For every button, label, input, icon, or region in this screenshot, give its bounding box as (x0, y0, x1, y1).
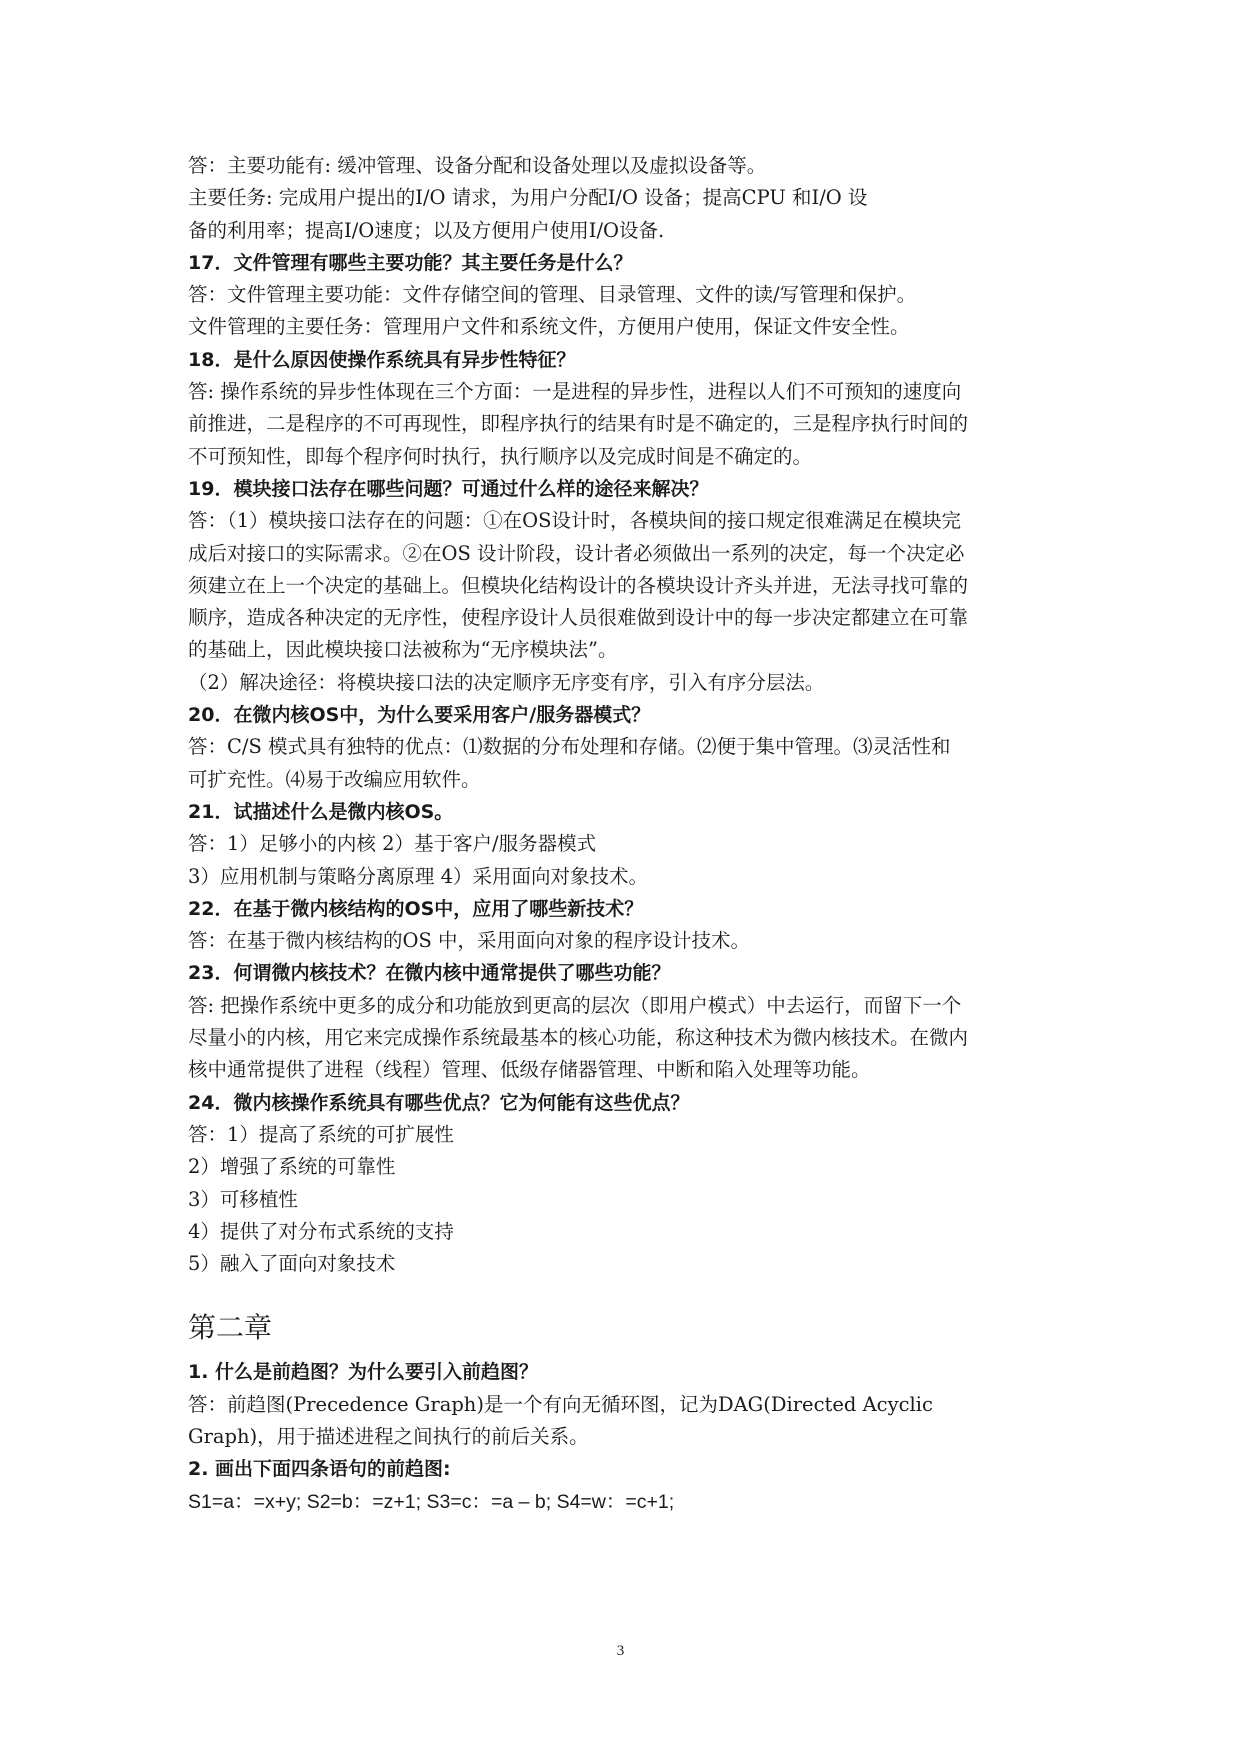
page-number: 3 (616, 1643, 625, 1659)
chapter-heading: 第二章 (188, 1311, 273, 1345)
text-line: 答：主要功能有: 缓冲管理、设备分配和设备处理以及虚拟设备等。 (188, 154, 767, 177)
question-heading: 22．在基于微内核结构的OS中，应用了哪些新技术？ (188, 897, 644, 920)
text-line: 答: 把操作系统中更多的成分和功能放到更高的层次（即用户模式）中去运行，而留下一个 (188, 993, 962, 1017)
text-line: 须建立在上一个决定的基础上。但模块化结构设计的各模块设计齐头并进，无法寻找可靠的 (188, 573, 969, 597)
text-line: 答：在基于微内核结构的OS 中，采用面向对象的程序设计技术。 (188, 929, 751, 953)
text-line: 答：1）提高了系统的可扩展性 (188, 1122, 454, 1146)
text-line: Graph)，用于描述进程之间执行的前后关系。 (188, 1424, 589, 1448)
text-line: 文件管理的主要任务：管理用户文件和系统文件，方便用户使用，保证文件安全性。 (188, 315, 910, 339)
page-body (188, 150, 1068, 1518)
text-line: 5）融入了面向对象技术 (188, 1252, 396, 1276)
text-line: 答：前趋图(Precedence Graph)是一个有向无循环图，记为DAG(Directed Acyclic (188, 1392, 933, 1416)
text-line: 答：（1）模块接口法存在的问题：①在OS设计时，各模块间的接口规定很难满足在模块完 (188, 509, 962, 533)
text-line: 不可预知性，即每个程序何时执行，执行顺序以及完成时间是不确定的。 (188, 444, 813, 468)
text-line: 的基础上，因此模块接口法被称为“无序模块法”。 (188, 638, 618, 662)
question-heading: 19．模块接口法存在哪些问题？可通过什么样的途径来解决？ (188, 477, 709, 500)
text-line: 答: 操作系统的异步性体现在三个方面：一是进程的异步性，进程以人们不可预知的速度向 (188, 380, 962, 404)
question-heading: 1. 什么是前趋图？为什么要引入前趋图？ (188, 1361, 539, 1384)
text-line: 尽量小的内核，用它来完成操作系统最基本的核心功能，称这种技术为微内核技术。在微内 (188, 1026, 969, 1050)
text-line: 主要任务: 完成用户提出的I/O 请求，为用户分配I/O 设备；提高CPU 和I/O 设 (188, 186, 868, 210)
text-line: 答：C/S 模式具有独特的优点：⑴数据的分布处理和存储。⑵便于集中管理。⑶灵活性和 (188, 735, 951, 759)
text-line: （2）解决途径：将模块接口法的决定顺序无序变有序，引入有序分层法。 (188, 670, 825, 694)
text-line: 3）可移植性 (188, 1187, 298, 1211)
chapter-two-section (188, 1356, 1068, 1517)
question-heading: 23．何谓微内核技术？在微内核中通常提供了哪些功能？ (188, 962, 671, 985)
question-heading: 2. 画出下面四条语句的前趋图: (188, 1458, 451, 1481)
text-line: 成后对接口的实际需求。②在OS 设计阶段，设计者必须做出一系列的决定，每一个决定必 (188, 541, 965, 565)
question-heading: 17．文件管理有哪些主要功能？其主要任务是什么？ (188, 251, 633, 274)
question-heading: 20．在微内核OS中，为什么要采用客户/服务器模式？ (188, 704, 651, 727)
text-line: 3）应用机制与策略分离原理 4）采用面向对象技术。 (188, 864, 649, 888)
text-line: 答：1）足够小的内核 2）基于客户/服务器模式 (188, 832, 597, 856)
text-line: 核中通常提供了进程（线程）管理、低级存储器管理、中断和陷入处理等功能。 (188, 1058, 871, 1082)
text-line: 顺序，造成各种决定的无序性，使程序设计人员很难做到设计中的每一步决定都建立在可靠 (188, 606, 969, 630)
text-line: 备的利用率；提高I/O速度；以及方便用户使用I/O设备. (188, 218, 665, 242)
text-line: 2）增强了系统的可靠性 (188, 1155, 396, 1179)
text-line: 答：文件管理主要功能：文件存储空间的管理、目录管理、文件的读/写管理和保护。 (188, 283, 917, 307)
question-heading: 24．微内核操作系统具有哪些优点？它为何能有这些优点？ (188, 1091, 690, 1114)
text-line: 可扩充性。⑷易于改编应用软件。 (188, 767, 481, 791)
text-line: 4）提供了对分布式系统的支持 (188, 1219, 454, 1243)
answers-section (188, 150, 1068, 1280)
text-line: 前推进，二是程序的不可再现性，即程序执行的结果有时是不确定的，三是程序执行时间的 (188, 412, 969, 436)
question-heading: 21．试描述什么是微内核OS。 (188, 800, 454, 823)
question-heading: 18．是什么原因使操作系统具有异步性特征？ (188, 348, 576, 371)
formula-line: S1=a：=x+y; S2=b：=z+1; S3=c：=a – b; S4=w：=c+1; (188, 1490, 675, 1513)
